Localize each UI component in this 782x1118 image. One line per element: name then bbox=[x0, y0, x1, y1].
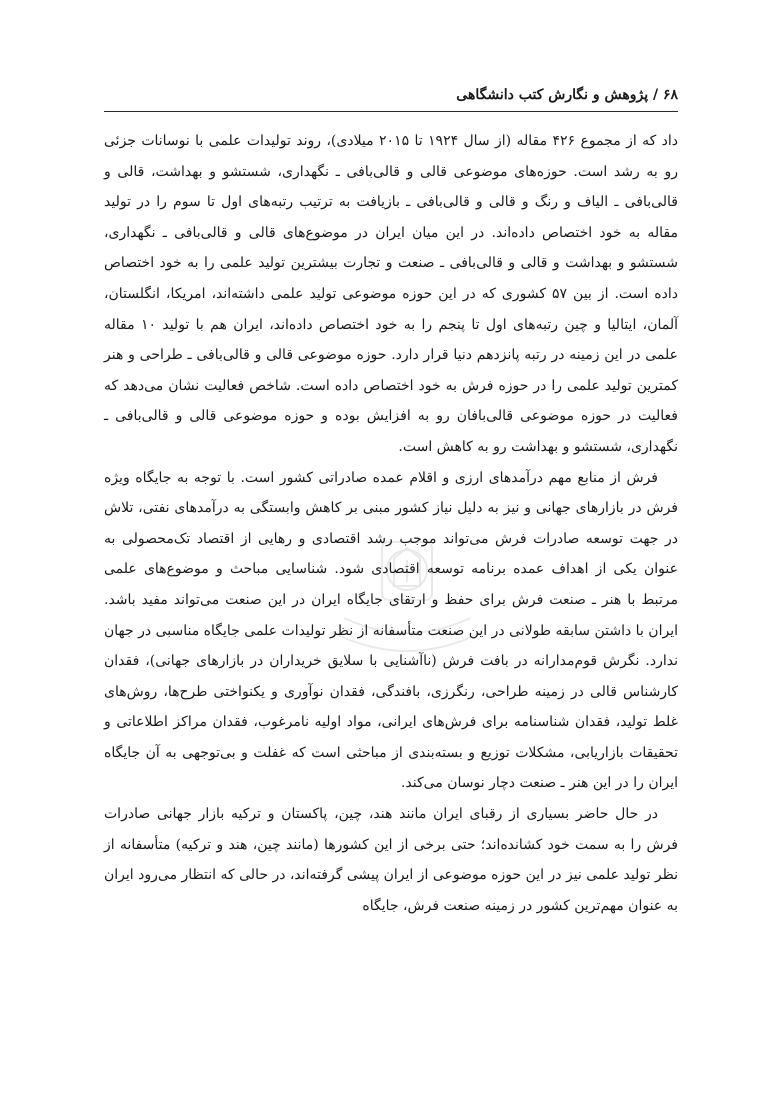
body-text bbox=[104, 126, 678, 921]
paragraph-3: در حال حاضر بسیاری از رقبای ایران مانند هند، چین، پاکستان و ترکیه بازار جهانی صادرات فرش را به سمت خود کشانده‌اند؛ حتی برخی از این کشورها (مانند چین، هند و ترکیه) متأسفانه از نظر تولید علمی نیز در این حوزه موضوعی از ایران پیشی گرفته‌اند، در حالی که انتظار می‌رود ایران به عنوان مهم‌ترین کشور در زمینه صنعت فرش، جایگاه bbox=[104, 806, 678, 914]
paragraph-1: داد که از مجموع ۴۲۶ مقاله (از سال ۱۹۲۴ تا ۲۰۱۵ میلادی)، روند تولیدات علمی با نوسانات جزئی رو به رشد است. حوزه‌های موضوعی قالی و قالی‌بافی ـ نگهداری، شستشو و بهداشت، قالی و قالی‌بافی ـ الیاف و رنگ و قالی و قالی‌بافی ـ بازیافت به ترتیب رتبه‌های اول تا سوم را در تولید مقاله به خود اختصاص داده‌اند. در این میان ایران در موضوع‌های قالی و قالی‌بافی ـ نگهداری، شستشو و بهداشت و قالی و قالی‌بافی ـ صنعت و تجارت بیشترین تولید علمی را به خود اختصاص داده است. از بین ۵۷ کشوری که در این حوزه موضوعی تولید علمی داشته‌اند، امریکا، انگلستان، آلمان، ایتالیا و چین رتبه‌های اول تا پنجم را به خود اختصاص داده‌اند، ایران هم با تولید ۱۰ مقاله علمی در این زمینه در رتبه پانزدهم دنیا قرار دارد. حوزه موضوعی قالی و قالی‌بافی ـ طراحی و هنر کمترین تولید علمی را در حوزه فرش به خود اختصاص داده است. شاخص فعالیت نشان می‌دهد که فعالیت در حوزه موضوعی قالی‌بافان رو به افزایش بوده و حوزه موضوعی قالی و قالی‌بافی ـ نگهداری، شستشو و بهداشت رو به کاهش است. bbox=[104, 133, 679, 455]
running-head: ۶۸ / پژوهش و نگارش کتب دانشگاهی bbox=[456, 87, 678, 103]
paragraph-2: فرش از منابع مهم درآمدهای ارزی و اقلام عمده صادراتی کشور است. با توجه به جایگاه ویژه فرش در بازارهای جهانی و نیز به دلیل نیاز کشور مبنی بر کاهش وابستگی به درآمدهای نفتی، تلاش در جهت توسعه صادرات فرش می‌تواند موجب رشد اقتصادی و رهایی از اقتصاد تک‌محصولی به عنوان یکی از اهداف عمده برنامه توسعه اقتصادی شود. شناسایی مباحث و موضوع‌های علمی مرتبط با هنر ـ صنعت فرش برای حفظ و ارتقای جایگاه ایران در این صنعت می‌تواند مفید باشد. ایران با داشتن سابقه طولانی در این صنعت متأسفانه از نظر تولیدات علمی جایگاه مناسبی در جهان ندارد. نگرش قوم‌مدارانه در بافت فرش (ناآشنایی با سلایق خریداران در بازارهای جهانی)، فقدان کارشناس قالی در زمینه طراحی، رنگرزی، بافندگی، فقدان نوآوری و یکنواختی طرح‌ها، روش‌های غلط تولید، فقدان شناسنامه برای فرش‌های ایرانی، مواد اولیه نامرغوب، فقدان مراکز اطلاعاتی و تحقیقات بازاریابی، مشکلات توزیع و بسته‌بندی از مباحثی است که غفلت و بی‌توجهی به آن جایگاه ایران را در این هنر ـ صنعت دچار نوسان می‌کند. bbox=[104, 469, 678, 792]
header-rule bbox=[104, 111, 678, 112]
